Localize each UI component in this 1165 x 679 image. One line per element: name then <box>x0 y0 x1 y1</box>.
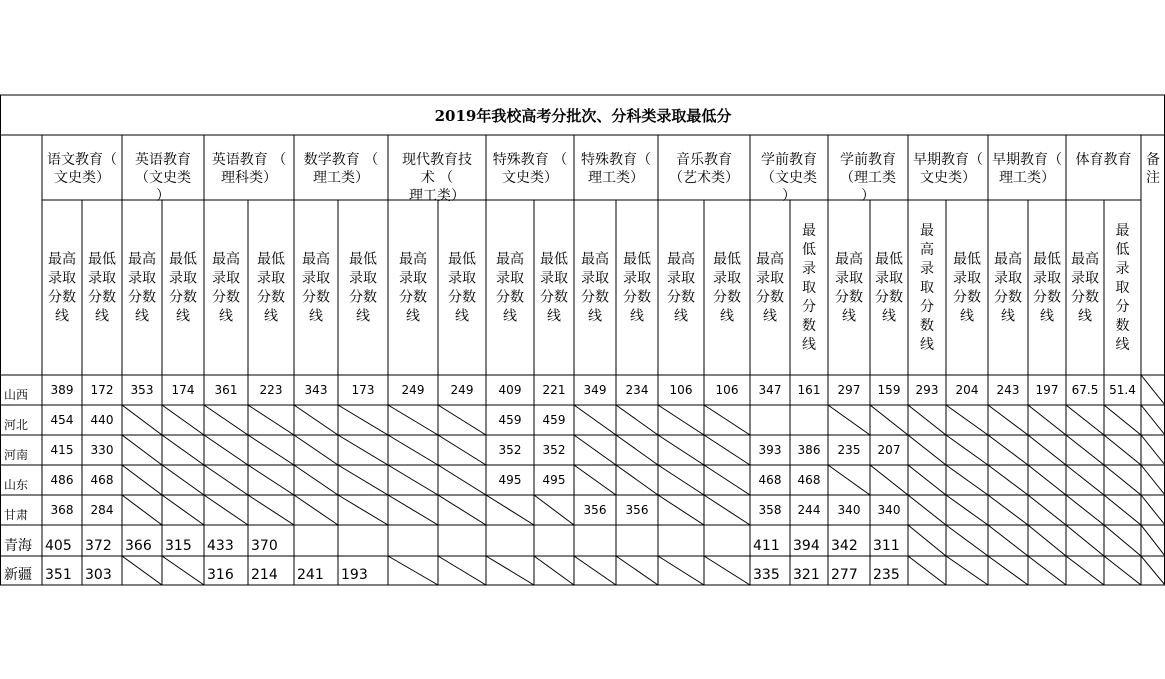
sub-header: 录 <box>1115 261 1130 277</box>
sub-header: 分数 <box>875 289 903 306</box>
sub-header: 分数 <box>399 289 427 306</box>
score-cell: 394 <box>793 538 820 554</box>
score-cell: 405 <box>45 538 72 554</box>
score-cell: 358 <box>758 503 782 517</box>
sub-header: 录取 <box>1033 270 1061 287</box>
column-header: 英语教育 <box>135 152 191 168</box>
sub-header: 线 <box>503 308 517 325</box>
score-cell: 311 <box>873 538 900 554</box>
score-cell: 347 <box>758 383 782 397</box>
column-header: ） <box>156 188 170 204</box>
column-header: 文史类） <box>502 170 558 186</box>
column-header: 理工类） <box>313 170 369 186</box>
sub-header: 分数 <box>994 289 1022 306</box>
column-header: 学前教育 <box>761 152 817 168</box>
sub-header: 最低 <box>623 251 651 268</box>
score-cell: 468 <box>797 473 821 487</box>
sub-header: 分数 <box>835 289 863 306</box>
sub-header: 分数 <box>1071 289 1099 306</box>
province-label: 河北 <box>4 418 29 432</box>
score-cell: 243 <box>996 383 1020 397</box>
score-cell: 386 <box>797 443 821 457</box>
score-cell: 349 <box>583 383 607 397</box>
column-header: ） <box>782 188 796 204</box>
sub-header: 线 <box>1001 308 1015 325</box>
sub-header: 高 <box>920 242 934 258</box>
sub-header: 分数 <box>349 289 377 306</box>
sub-header: 最 <box>920 223 934 239</box>
sub-header: 线 <box>1115 337 1130 353</box>
sub-header: 最低 <box>1033 251 1061 268</box>
sub-header: 最高 <box>302 251 330 268</box>
sub-header: 最低 <box>448 251 476 268</box>
score-cell: 468 <box>758 473 782 487</box>
sub-header: 线 <box>720 308 734 325</box>
sub-header: 录取 <box>540 270 568 287</box>
sub-header: 数 <box>920 318 934 334</box>
sub-header: 线 <box>842 308 856 325</box>
sub-header: 录取 <box>448 270 476 287</box>
sub-header: 最高 <box>48 251 76 268</box>
column-header: 早期教育（ <box>913 152 983 168</box>
province-label: 山东 <box>4 478 29 492</box>
sub-header: 分 <box>920 299 934 315</box>
column-header: 学前教育 <box>840 152 896 168</box>
sub-header: 分数 <box>756 289 784 306</box>
score-cell: 415 <box>50 443 74 457</box>
sub-header: 最高 <box>399 251 427 268</box>
sub-header: 线 <box>1040 308 1054 325</box>
score-cell: 316 <box>207 567 234 583</box>
sub-header: 录 <box>802 261 816 277</box>
score-cell: 173 <box>351 383 375 397</box>
sub-header: 线 <box>1078 308 1092 325</box>
province-label: 青海 <box>4 538 32 554</box>
sub-header: 最低 <box>257 251 285 268</box>
province-label: 新疆 <box>4 567 32 583</box>
score-cell: 356 <box>583 503 607 517</box>
column-header: （文史类 <box>761 170 817 186</box>
column-header: 数学教育 （ <box>303 152 379 168</box>
score-cell: 235 <box>837 443 861 457</box>
sub-header: 分数 <box>581 289 609 306</box>
column-header: 特殊教育（ <box>581 152 651 168</box>
score-cell: 214 <box>251 567 278 583</box>
score-cell: 495 <box>542 473 566 487</box>
score-cell: 204 <box>955 383 979 397</box>
score-cell: 353 <box>130 383 154 397</box>
score-cell: 409 <box>498 383 522 397</box>
sub-header: 录取 <box>667 270 695 287</box>
table-title: 2019年我校高考分批次、分科类录取最低分 <box>434 107 732 125</box>
score-cell: 340 <box>877 503 901 517</box>
column-header: 现代教育技 <box>402 152 472 168</box>
sub-header: 录取 <box>88 270 116 287</box>
score-cell: 174 <box>171 383 195 397</box>
sub-header: 分 <box>802 299 816 315</box>
score-cell: 159 <box>877 383 901 397</box>
score-cell: 293 <box>915 383 939 397</box>
score-cell: 197 <box>1035 383 1059 397</box>
score-cell: 249 <box>450 383 474 397</box>
sub-header: 分数 <box>623 289 651 306</box>
column-header: 理工类） <box>999 170 1055 186</box>
score-cell: 368 <box>50 503 74 517</box>
sub-header: 最低 <box>875 251 903 268</box>
score-cell: 249 <box>401 383 425 397</box>
score-cell: 340 <box>837 503 861 517</box>
sub-header: 取 <box>1115 280 1130 296</box>
score-cell: 315 <box>165 538 192 554</box>
score-cell: 330 <box>90 443 114 457</box>
sub-header: 分数 <box>169 289 197 306</box>
sub-header: 线 <box>176 308 190 325</box>
score-cell: 343 <box>304 383 328 397</box>
score-cell: 433 <box>207 538 234 554</box>
sub-header: 录取 <box>581 270 609 287</box>
column-header: 体育教育 <box>1075 152 1132 168</box>
sub-header: 分数 <box>953 289 981 306</box>
sub-header: 录取 <box>399 270 427 287</box>
sub-header: 线 <box>356 308 370 325</box>
sub-header: 最低 <box>713 251 741 268</box>
province-label: 甘肃 <box>4 508 29 522</box>
sub-header: 数 <box>802 318 816 334</box>
score-cell: 161 <box>797 383 821 397</box>
score-cell: 440 <box>90 413 114 427</box>
score-cell: 495 <box>498 473 522 487</box>
column-header: （理工类 <box>840 170 896 186</box>
province-label: 河南 <box>4 448 29 462</box>
column-header: 特殊教育 （ <box>492 152 568 168</box>
sub-header: 分数 <box>1033 289 1061 306</box>
sub-header: 最 <box>802 223 816 239</box>
sub-header: 录取 <box>623 270 651 287</box>
score-cell: 241 <box>297 567 324 583</box>
score-cell: 284 <box>90 503 114 517</box>
sub-header: 分 <box>1115 299 1130 315</box>
sub-header: 最高 <box>581 251 609 268</box>
score-cell: 411 <box>753 538 780 554</box>
sub-header: 分数 <box>48 289 76 306</box>
sub-header: 录取 <box>756 270 784 287</box>
score-cell: 454 <box>50 413 74 427</box>
score-cell: 352 <box>498 443 522 457</box>
score-cell: 352 <box>542 443 566 457</box>
column-header: 术 （ <box>420 170 454 186</box>
sub-header: 线 <box>960 308 974 325</box>
score-cell: 335 <box>753 567 780 583</box>
score-cell: 486 <box>50 473 74 487</box>
score-cell: 277 <box>831 567 858 583</box>
sub-header: 线 <box>264 308 278 325</box>
sub-header: 分数 <box>88 289 116 306</box>
sub-header: 线 <box>547 308 561 325</box>
sub-header: 线 <box>588 308 602 325</box>
score-cell: 389 <box>50 383 74 397</box>
sub-header: 低 <box>802 242 816 258</box>
score-cell: 459 <box>542 413 566 427</box>
score-cell: 342 <box>831 538 858 554</box>
score-cell: 303 <box>85 567 112 583</box>
sub-header: 线 <box>55 308 69 325</box>
sub-header: 最高 <box>1071 251 1099 268</box>
sub-header: 分数 <box>257 289 285 306</box>
score-cell: 67.5 <box>1071 383 1099 397</box>
sub-header: 分数 <box>448 289 476 306</box>
score-cell: 193 <box>341 567 368 583</box>
sub-header: 最低 <box>169 251 197 268</box>
sub-header: 录取 <box>302 270 330 287</box>
remarks-char: 备 <box>1146 152 1160 168</box>
sub-header: 最高 <box>994 251 1022 268</box>
sub-header: 数 <box>1115 318 1130 334</box>
column-header: 理科类） <box>221 170 277 186</box>
column-header: 英语教育 （ <box>211 152 287 168</box>
sub-header: 取 <box>920 280 934 296</box>
score-cell: 393 <box>758 443 782 457</box>
score-cell: 51.4 <box>1109 383 1136 397</box>
sub-header: 最低 <box>953 251 981 268</box>
score-cell: 356 <box>625 503 649 517</box>
score-cell: 468 <box>90 473 114 487</box>
remarks-char: 注 <box>1146 170 1160 186</box>
column-header: 文史类） <box>54 170 110 186</box>
column-header: 理工类） <box>588 170 644 186</box>
score-cell: 459 <box>498 413 522 427</box>
score-cell: 321 <box>793 567 820 583</box>
score-cell: 297 <box>837 383 861 397</box>
sub-header: 最低 <box>349 251 377 268</box>
sub-header: 最高 <box>128 251 156 268</box>
sub-header: 最高 <box>496 251 524 268</box>
sub-header: 线 <box>674 308 688 325</box>
column-header: ） <box>861 188 875 204</box>
sub-header: 录取 <box>1071 270 1099 287</box>
sub-header: 线 <box>135 308 149 325</box>
sub-header: 录取 <box>349 270 377 287</box>
sub-header: 录取 <box>953 270 981 287</box>
sub-header: 线 <box>406 308 420 325</box>
sub-header: 录取 <box>257 270 285 287</box>
sub-header: 最高 <box>756 251 784 268</box>
column-header: 早期教育（ <box>992 152 1062 168</box>
sub-header: 线 <box>920 337 934 353</box>
sub-header: 分数 <box>667 289 695 306</box>
sub-header: 录取 <box>48 270 76 287</box>
column-header: 理工类） <box>409 188 465 204</box>
sub-header: 最高 <box>835 251 863 268</box>
sub-header: 线 <box>802 337 816 353</box>
sub-header: 录取 <box>835 270 863 287</box>
column-header: 文史类） <box>920 170 976 186</box>
sub-header: 线 <box>95 308 109 325</box>
score-cell: 366 <box>125 538 152 554</box>
score-cell: 234 <box>625 383 649 397</box>
province-label: 山西 <box>4 388 29 402</box>
score-cell: 370 <box>251 538 278 554</box>
sub-header: 录取 <box>128 270 156 287</box>
sub-header: 录取 <box>169 270 197 287</box>
sub-header: 线 <box>763 308 777 325</box>
column-header: （艺术类） <box>669 170 739 186</box>
column-header: 语文教育（ <box>47 152 117 168</box>
sub-header: 最低 <box>540 251 568 268</box>
column-header: （文史类 <box>135 170 191 186</box>
score-cell: 372 <box>85 538 112 554</box>
sub-header: 分数 <box>302 289 330 306</box>
column-header: 音乐教育 <box>676 152 732 168</box>
sub-header: 取 <box>802 280 816 296</box>
score-cell: 106 <box>669 383 693 397</box>
sub-header: 最高 <box>212 251 240 268</box>
sub-header: 线 <box>455 308 469 325</box>
sub-header: 分数 <box>713 289 741 306</box>
sub-header: 最低 <box>88 251 116 268</box>
score-cell: 235 <box>873 567 900 583</box>
score-cell: 223 <box>259 383 283 397</box>
score-cell: 207 <box>877 443 901 457</box>
score-cell: 221 <box>542 383 566 397</box>
sub-header: 录取 <box>496 270 524 287</box>
sub-header: 最高 <box>667 251 695 268</box>
sub-header: 录 <box>920 261 934 277</box>
sub-header: 分数 <box>212 289 240 306</box>
sub-header: 录取 <box>994 270 1022 287</box>
sub-header: 线 <box>219 308 233 325</box>
sub-header: 线 <box>630 308 644 325</box>
score-cell: 351 <box>45 567 72 583</box>
sub-header: 录取 <box>212 270 240 287</box>
sub-header: 低 <box>1115 242 1130 258</box>
score-cell: 106 <box>715 383 739 397</box>
score-cell: 244 <box>797 503 821 517</box>
sub-header: 最 <box>1115 223 1130 239</box>
sub-header: 分数 <box>540 289 568 306</box>
sub-header: 线 <box>882 308 896 325</box>
sub-header: 分数 <box>128 289 156 306</box>
score-cell: 361 <box>214 383 238 397</box>
sub-header: 录取 <box>713 270 741 287</box>
sub-header: 线 <box>309 308 323 325</box>
sub-header: 录取 <box>875 270 903 287</box>
score-cell: 172 <box>90 383 114 397</box>
sub-header: 分数 <box>496 289 524 306</box>
